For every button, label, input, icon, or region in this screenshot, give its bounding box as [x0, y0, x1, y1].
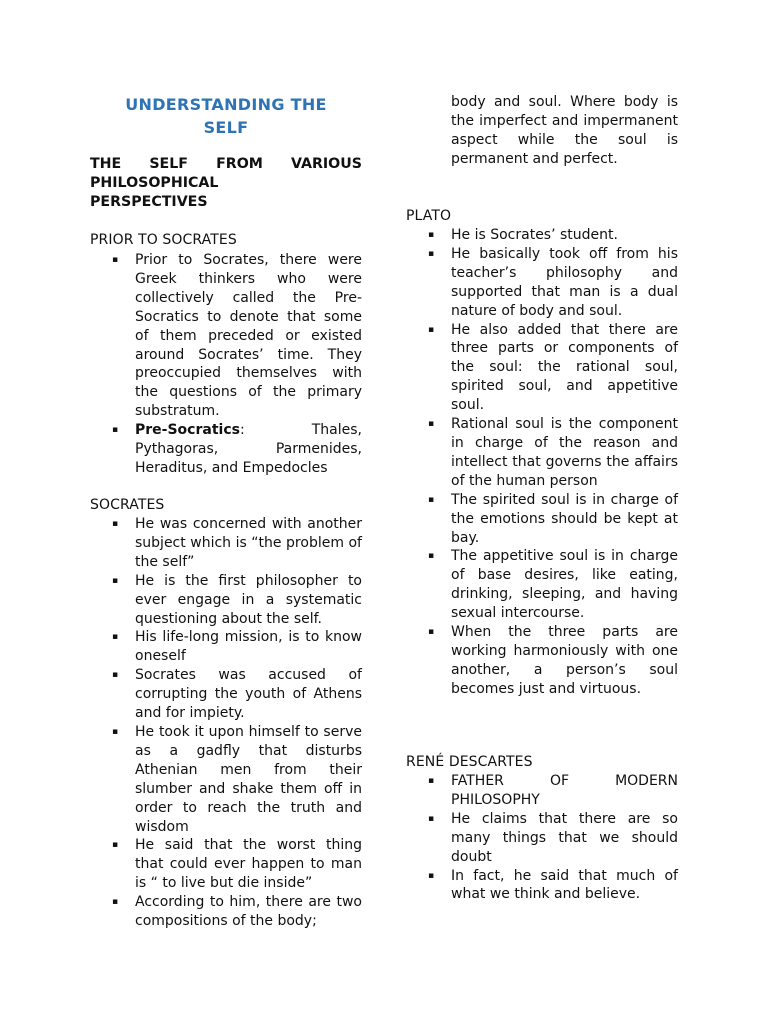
- title-line-1: UNDERSTANDING THE: [125, 95, 327, 114]
- socrates-list: [90, 515, 362, 931]
- list-item-text: Socrates was accused of corrupting the youth of Athens and for impiety.: [135, 667, 362, 722]
- subtitle-word: VARIOUS: [290, 156, 362, 172]
- list-item: [406, 547, 678, 623]
- subtitle-line-3: PERSPECTIVES: [90, 194, 208, 210]
- bullet-icon: ▪: [112, 632, 119, 643]
- bullet-icon: ▪: [112, 726, 119, 737]
- bullet-icon: ▪: [112, 255, 119, 265]
- section-heading-socrates: SOCRATES: [90, 497, 165, 513]
- section-heading-plato: PLATO: [406, 208, 452, 224]
- list-item: [406, 810, 678, 867]
- list-item: [406, 415, 678, 491]
- list-item: [90, 251, 362, 421]
- list-item-text: FATHER OF MODERN PHILOSOPHY: [451, 773, 678, 808]
- list-item: [406, 772, 678, 810]
- bullet-icon: ▪: [112, 897, 119, 908]
- subtitle-word: SELF: [149, 156, 188, 172]
- list-item: [90, 572, 362, 629]
- subtitle-word: FROM: [216, 156, 263, 172]
- list-item: [90, 893, 362, 931]
- list-item: [406, 226, 678, 245]
- list-item-text: According to him, there are two compositions of the body;: [135, 894, 362, 930]
- term-rest: : Thales, Pythagoras, Parmenides, Heraditus, and Empedocles: [135, 422, 362, 476]
- list-item-text: He is the first philosopher to ever engage in a systematic questioning about the self.: [135, 572, 362, 627]
- list-item: [406, 623, 678, 699]
- list-item-text: His life-long mission, is to know oneself: [135, 629, 362, 665]
- list-item: [90, 628, 362, 666]
- list-item-text: He is Socrates’ student.: [451, 227, 618, 243]
- list-item-text: Rational soul is the component in charge of the reason and intellect that governs the affairs of the human person: [451, 416, 678, 489]
- list-item-text: When the three parts are working harmoniously with one another, a person’s soul becomes just and virtuous.: [451, 624, 678, 697]
- prior-list: [90, 251, 362, 478]
- bullet-icon: ▪: [428, 248, 435, 259]
- list-item: [90, 421, 362, 478]
- list-item-text: He basically took off from his teacher’s philosophy and supported that man is a dual nature of body and soul.: [451, 245, 678, 319]
- bullet-icon: ▪: [112, 575, 119, 586]
- bullet-icon: ▪: [428, 776, 435, 786]
- bullet-icon: ▪: [428, 494, 435, 505]
- list-item-text: He was concerned with another subject which is “the problem of the self”: [135, 516, 362, 570]
- term-bold: Pre-Socratics: [135, 422, 240, 439]
- list-item-text: The spirited soul is in charge of the emotions should be kept at bay.: [451, 491, 678, 546]
- list-item-text: The appetitive soul is in charge of base desires, like eating, drinking, sleeping, and having sexual intercourse.: [451, 548, 678, 622]
- list-item-text: He took it upon himself to serve as a gadfly that disturbs Athenian men from their slumber and shake them off in order to reach the truth and wisdom: [135, 723, 362, 835]
- list-item: [90, 836, 362, 893]
- list-item-text: In fact, he said that much of what we think and believe.: [451, 867, 678, 903]
- subtitle: [90, 155, 362, 212]
- list-item: [406, 491, 678, 548]
- descartes-list: [406, 772, 678, 904]
- bullet-icon: ▪: [428, 419, 435, 430]
- bullet-icon: ▪: [428, 813, 435, 824]
- bullet-icon: ▪: [428, 230, 435, 240]
- socrates-continuation: body and soul. Where body is the imperfect and impermanent aspect while the soul is permanent and perfect.: [451, 94, 678, 167]
- list-item: [406, 245, 678, 321]
- bullet-icon: ▪: [112, 425, 119, 436]
- list-item: [406, 321, 678, 416]
- subtitle-word: THE: [90, 156, 122, 172]
- bullet-icon: ▪: [428, 870, 435, 881]
- section-heading-prior: PRIOR TO SOCRATES: [90, 232, 237, 248]
- list-item: [406, 867, 678, 905]
- bullet-icon: ▪: [112, 670, 119, 681]
- subtitle-line-2: PHILOSOPHICAL: [90, 175, 219, 191]
- list-item-text: He also added that there are three parts or components of the soul: the rational soul, spirited soul, and appetitive soul.: [451, 321, 678, 414]
- list-item: [90, 666, 362, 723]
- list-item-text: He said that the worst thing that could ever happen to man is “ to live but die inside”: [135, 837, 362, 892]
- list-item-text: He claims that there are so many things that we should doubt: [451, 810, 678, 865]
- list-item: [90, 515, 362, 572]
- list-item-text: [135, 421, 362, 478]
- title-line-2: SELF: [203, 118, 249, 137]
- section-heading-descartes: RENÉ DESCARTES: [406, 754, 533, 770]
- list-item-text: Prior to Socrates, there were Greek thinkers who were collectively called the Pre-Socratics to denote that some of them preceded or existed around Socrates’ time. They preoccupied themselves with the questions of the primary substratum.: [135, 252, 362, 420]
- bullet-icon: ▪: [428, 551, 435, 562]
- page-title: [90, 93, 362, 139]
- bullet-icon: ▪: [428, 627, 435, 638]
- bullet-icon: ▪: [112, 840, 119, 851]
- bullet-icon: ▪: [112, 519, 119, 529]
- plato-list: [406, 226, 678, 699]
- bullet-icon: ▪: [428, 324, 435, 335]
- list-item: [90, 723, 362, 836]
